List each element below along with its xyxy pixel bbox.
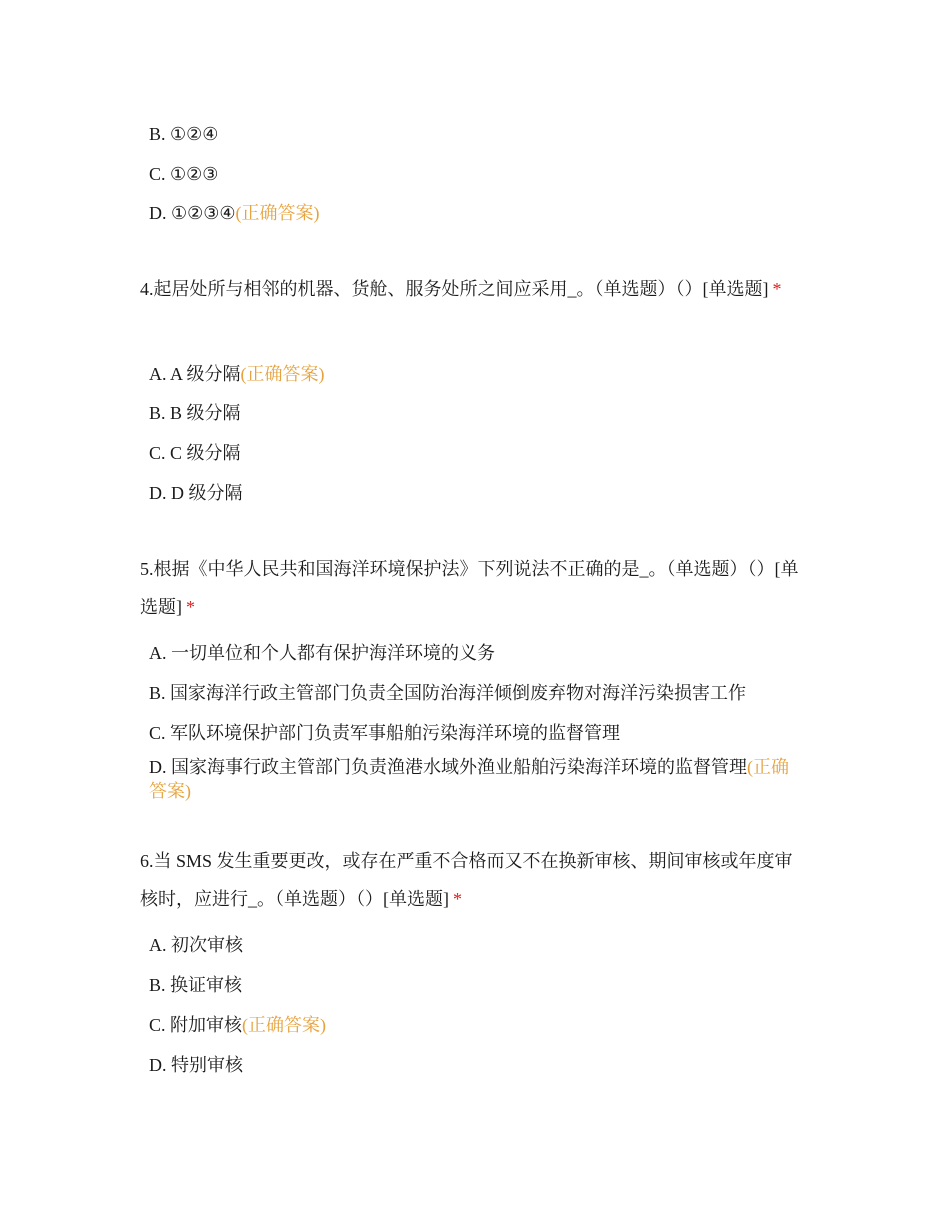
q5-option-d <box>149 755 799 803</box>
q5-option-a <box>149 641 809 665</box>
q5-option-c <box>149 721 809 745</box>
q6-stem <box>140 842 805 918</box>
option-text: D. ①②③④ <box>149 203 236 223</box>
q6-option-a <box>149 933 809 957</box>
q4-option-d <box>149 481 809 505</box>
option-text: C. C 级分隔 <box>149 443 241 463</box>
question-text: 6.当 SMS 发生重要更改，或存在严重不合格而又不在换新审核、期间审核或年度审核时，应进行_。（单选题）（）[单选题] <box>140 851 793 909</box>
q6-option-d <box>149 1053 809 1077</box>
q4-stem <box>140 270 805 308</box>
required-marker: * <box>772 279 782 299</box>
correct-answer-tag: (正确答案) <box>242 1015 327 1035</box>
question-text: 5.根据《中华人民共和国海洋环境保护法》下列说法不正确的是_。（单选题）（）[单选题] <box>140 559 799 617</box>
option-text: D. D 级分隔 <box>149 483 243 503</box>
q4-option-b <box>149 401 809 425</box>
option-text: B. ①②④ <box>149 124 219 144</box>
option-text: B. 国家海洋行政主管部门负责全国防治海洋倾倒废弃物对海洋污染损害工作 <box>149 683 747 703</box>
q3-option-b <box>149 122 809 146</box>
option-text: C. 附加审核 <box>149 1015 243 1035</box>
option-text: C. ①②③ <box>149 164 219 184</box>
option-text: D. 特别审核 <box>149 1055 243 1075</box>
q6-option-c <box>149 1013 809 1037</box>
q5-stem <box>140 550 805 626</box>
q6-option-b <box>149 973 809 997</box>
option-text: A. 一切单位和个人都有保护海洋环境的义务 <box>149 643 495 663</box>
option-text: B. B 级分隔 <box>149 403 241 423</box>
q3-option-d <box>149 201 809 225</box>
correct-answer-tag: (正确答案) <box>149 757 789 801</box>
correct-answer-tag: (正确答案) <box>235 203 320 223</box>
question-text: 4.起居处所与相邻的机器、货舱、服务处所之间应采用_。（单选题）（）[单选题] <box>140 279 769 299</box>
option-text: A. A 级分隔 <box>149 364 241 384</box>
q5-option-b <box>149 681 809 705</box>
option-text: B. 换证审核 <box>149 975 243 995</box>
q4-option-a <box>149 362 809 386</box>
correct-answer-tag: (正确答案) <box>240 364 325 384</box>
option-text: A. 初次审核 <box>149 935 243 955</box>
option-text: D. 国家海事行政主管部门负责渔港水域外渔业船舶污染海洋环境的监督管理 <box>149 757 747 777</box>
option-text: C. 军队环境保护部门负责军事船舶污染海洋环境的监督管理 <box>149 723 621 743</box>
required-marker: * <box>186 597 195 617</box>
q3-option-c <box>149 162 809 186</box>
required-marker: * <box>453 889 462 909</box>
q4-option-c <box>149 441 809 465</box>
